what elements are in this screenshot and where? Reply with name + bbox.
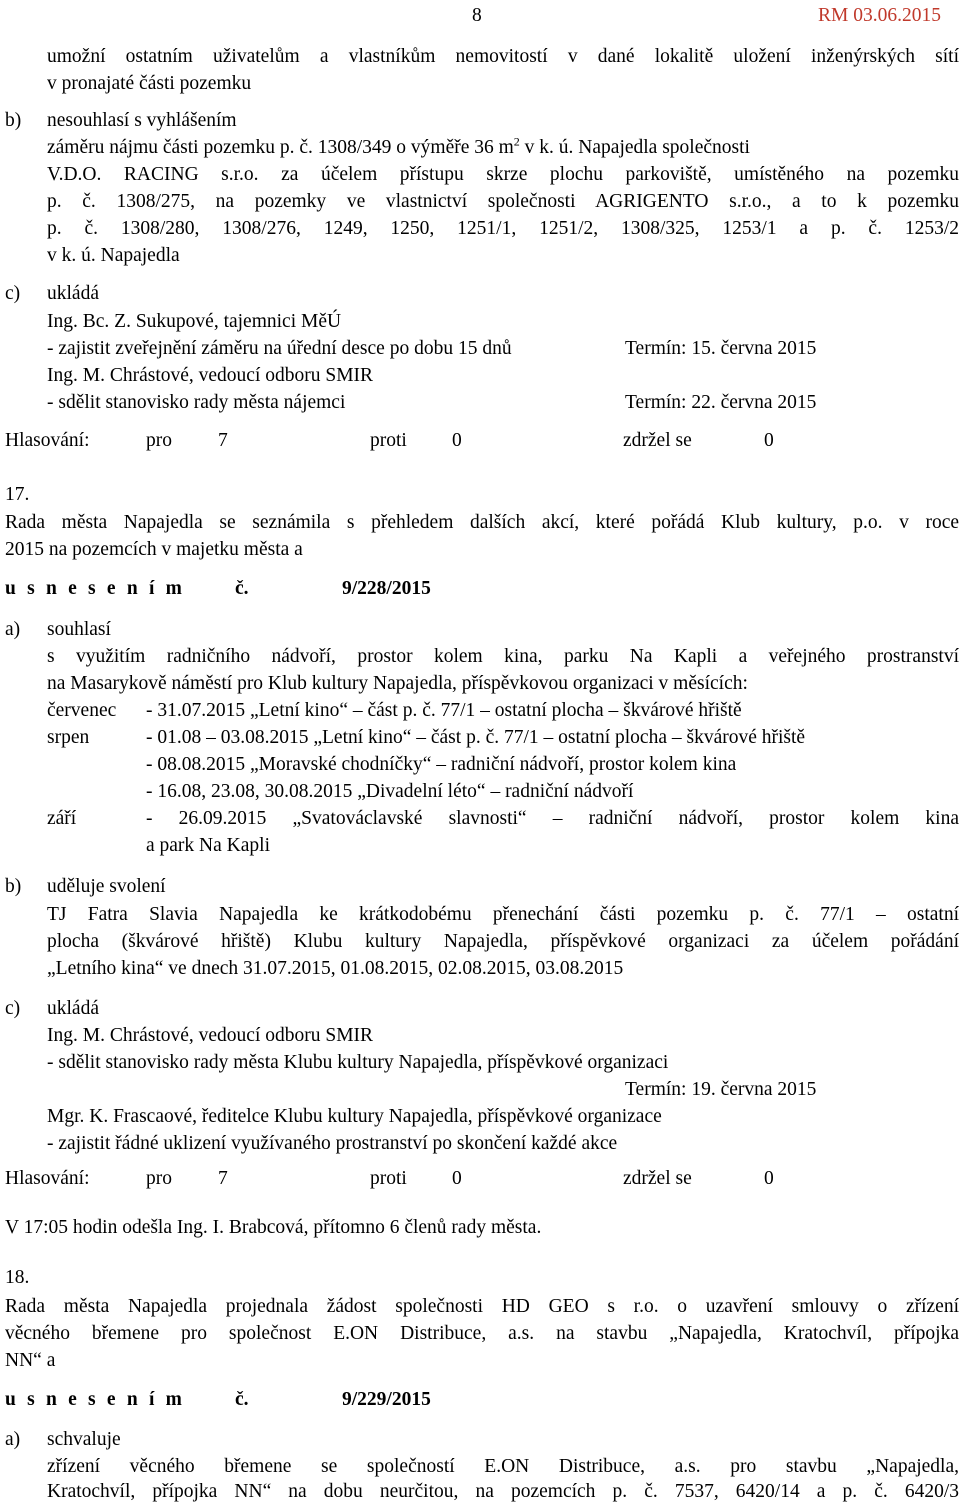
assignee: Ing. M. Chrástové, vedoucí odboru SMIR <box>47 1025 374 1046</box>
resolution-word: u s n e s e n í m <box>5 1389 186 1410</box>
vote-zdrzel-label: zdržel se <box>623 430 692 451</box>
attendance-note: V 17:05 hodin odešla Ing. I. Brabcová, přítomno 6 členů rady města. <box>5 1217 542 1238</box>
vote-zdrzel-count: 0 <box>764 1168 774 1189</box>
assignee: Ing. M. Chrástové, vedoucí odboru SMIR <box>47 365 374 386</box>
vote-pro-count: 7 <box>218 1168 228 1189</box>
meeting-date: RM 03.06.2015 <box>818 5 941 26</box>
task: - sdělit stanovisko rady města Klubu kultury Napajedla, příspěvkové organizaci <box>47 1052 669 1073</box>
event-line: - 08.08.2015 „Moravské chodníčky“ – radniční nádvoří, prostor kolem kina <box>146 754 737 775</box>
vote-row <box>0 1165 960 1192</box>
paragraph-line: Rada města Napajedla projednala žádost společnosti HD GEO s r.o. o uzavření smlouvy o zřízení <box>5 1296 959 1317</box>
resolution-word: u s n e s e n í m <box>5 578 186 599</box>
paragraph-line: na Masarykově náměstí pro Klub kultury Napajedla, příspěvkovou organizaci v měsících: <box>47 673 748 694</box>
event-line: - 26.09.2015 „Svatováclavské slavnosti“ – radniční nádvoří, prostor kolem kina <box>146 808 959 829</box>
paragraph-line: TJ Fatra Slavia Napajedla ke krátkodobému přenechání části pozemku p. č. 77/1 – ostatní <box>47 904 959 925</box>
section-label: b) <box>5 110 22 131</box>
paragraph-line: umožní ostatním uživatelům a vlastníkům nemovitostí v dané lokalitě uložení inženýrských sítí <box>47 46 959 67</box>
section-label: a) <box>5 1429 21 1450</box>
paragraph-line: p. č. 1308/280, 1308/276, 1249, 1250, 1251/1, 1251/2, 1308/325, 1253/1 a p. č. 1253/2 <box>47 218 959 239</box>
vote-row <box>0 427 960 454</box>
assignee: Mgr. K. Frascaové, ředitelce Klubu kultury Napajedla, příspěvkové organizace <box>47 1106 662 1127</box>
section-title: nesouhlasí s vyhlášením <box>47 110 237 131</box>
section-title: ukládá <box>47 998 99 1019</box>
section-label: a) <box>5 619 21 640</box>
paragraph-line: Kratochvíl, přípojka NN“ na dobu neurčitou, na pozemcích p. č. 7537, 6420/14 a p. č. 6420/3 <box>47 1481 959 1502</box>
vote-pro-label: pro <box>146 1168 172 1189</box>
task: - sdělit stanovisko rady města nájemci <box>47 392 346 413</box>
paragraph-line: zřízení věcného břemene se společností E.ON Distribuce, a.s. pro stavbu „Napajedla, <box>47 1456 959 1477</box>
section-title: schvaluje <box>47 1429 121 1450</box>
paragraph-line: V.D.O. RACING s.r.o. za účelem přístupu skrze plochu parkoviště, umístěného na pozemku <box>47 164 959 185</box>
paragraph-line: s využitím radničního nádvoří, prostor kolem kina, parku Na Kapli a veřejného prostranství <box>47 646 959 667</box>
resolution-number: 9/229/2015 <box>342 1389 431 1410</box>
resolution-c: č. <box>235 1389 249 1410</box>
resolution-c: č. <box>235 578 249 599</box>
superscript: 2 <box>513 134 520 149</box>
month-label: srpen <box>47 727 90 748</box>
item-number: 18. <box>5 1267 30 1288</box>
paragraph-line: v k. ú. Napajedla <box>47 245 180 266</box>
paragraph-line: 2015 na pozemcích v majetku města a <box>5 539 303 560</box>
assignee: Ing. Bc. Z. Sukupové, tajemnici MěÚ <box>47 311 342 332</box>
vote-pro-count: 7 <box>218 430 228 451</box>
paragraph-line: NN“ a <box>5 1350 56 1371</box>
task: - zajistit řádné uklizení využívaného prostranství po skončení každé akce <box>47 1133 618 1154</box>
vote-zdrzel-count: 0 <box>764 430 774 451</box>
vote-proti-count: 0 <box>452 1168 462 1189</box>
text-fragment: v k. ú. Napajedla společnosti <box>519 137 750 158</box>
event-line: - 16.08, 23.08, 30.08.2015 „Divadelní léto“ – radniční nádvoří <box>146 781 634 802</box>
deadline: Termín: 15. června 2015 <box>625 338 817 359</box>
event-line: a park Na Kapli <box>146 835 270 856</box>
deadline: Termín: 22. června 2015 <box>625 392 817 413</box>
vote-proti-count: 0 <box>452 430 462 451</box>
item-number: 17. <box>5 484 30 505</box>
paragraph-line: „Letního kina“ ve dnech 31.07.2015, 01.08.2015, 02.08.2015, 03.08.2015 <box>47 958 624 979</box>
paragraph-line: p. č. 1308/275, na pozemky ve vlastnictví společnosti AGRIGENTO s.r.o., a to k pozemku <box>47 191 959 212</box>
page-number: 8 <box>472 5 482 26</box>
section-label: b) <box>5 876 22 897</box>
vote-label: Hlasování: <box>5 430 90 451</box>
month-label: červenec <box>47 700 117 721</box>
section-label: c) <box>5 998 21 1019</box>
section-title: uděluje svolení <box>47 876 166 897</box>
vote-proti-label: proti <box>370 430 407 451</box>
vote-zdrzel-label: zdržel se <box>623 1168 692 1189</box>
event-line: - 31.07.2015 „Letní kino“ – část p. č. 77/1 – ostatní plocha – škvárové hřiště <box>146 700 742 721</box>
vote-label: Hlasování: <box>5 1168 90 1189</box>
event-line: - 01.08 – 03.08.2015 „Letní kino“ – část p. č. 77/1 – ostatní plocha – škvárové hřiště <box>146 727 806 748</box>
section-title: ukládá <box>47 283 99 304</box>
vote-pro-label: pro <box>146 430 172 451</box>
paragraph-line: Rada města Napajedla se seznámila s přehledem dalších akcí, které pořádá Klub kultury, p.o. v roce <box>5 512 959 533</box>
task: - zajistit zveřejnění záměru na úřední desce po dobu 15 dnů <box>47 338 512 359</box>
section-title: souhlasí <box>47 619 111 640</box>
paragraph-line: plocha (škvárové hřiště) Klubu kultury Napajedla, příspěvkové organizaci za účelem pořádání <box>47 931 959 952</box>
paragraph-line: věcného břemene pro společnost E.ON Distribuce, a.s. na stavbu „Napajedla, Kratochvíl, přípojka <box>5 1323 959 1344</box>
text-fragment: záměru nájmu části pozemku p. č. 1308/349 o výměře 36 m <box>47 137 514 158</box>
section-label: c) <box>5 283 21 304</box>
month-label: září <box>47 808 77 829</box>
paragraph-line: v pronajaté části pozemku <box>47 73 252 94</box>
resolution-number: 9/228/2015 <box>342 578 431 599</box>
paragraph-line <box>47 134 750 161</box>
vote-proti-label: proti <box>370 1168 407 1189</box>
deadline: Termín: 19. června 2015 <box>625 1079 817 1100</box>
